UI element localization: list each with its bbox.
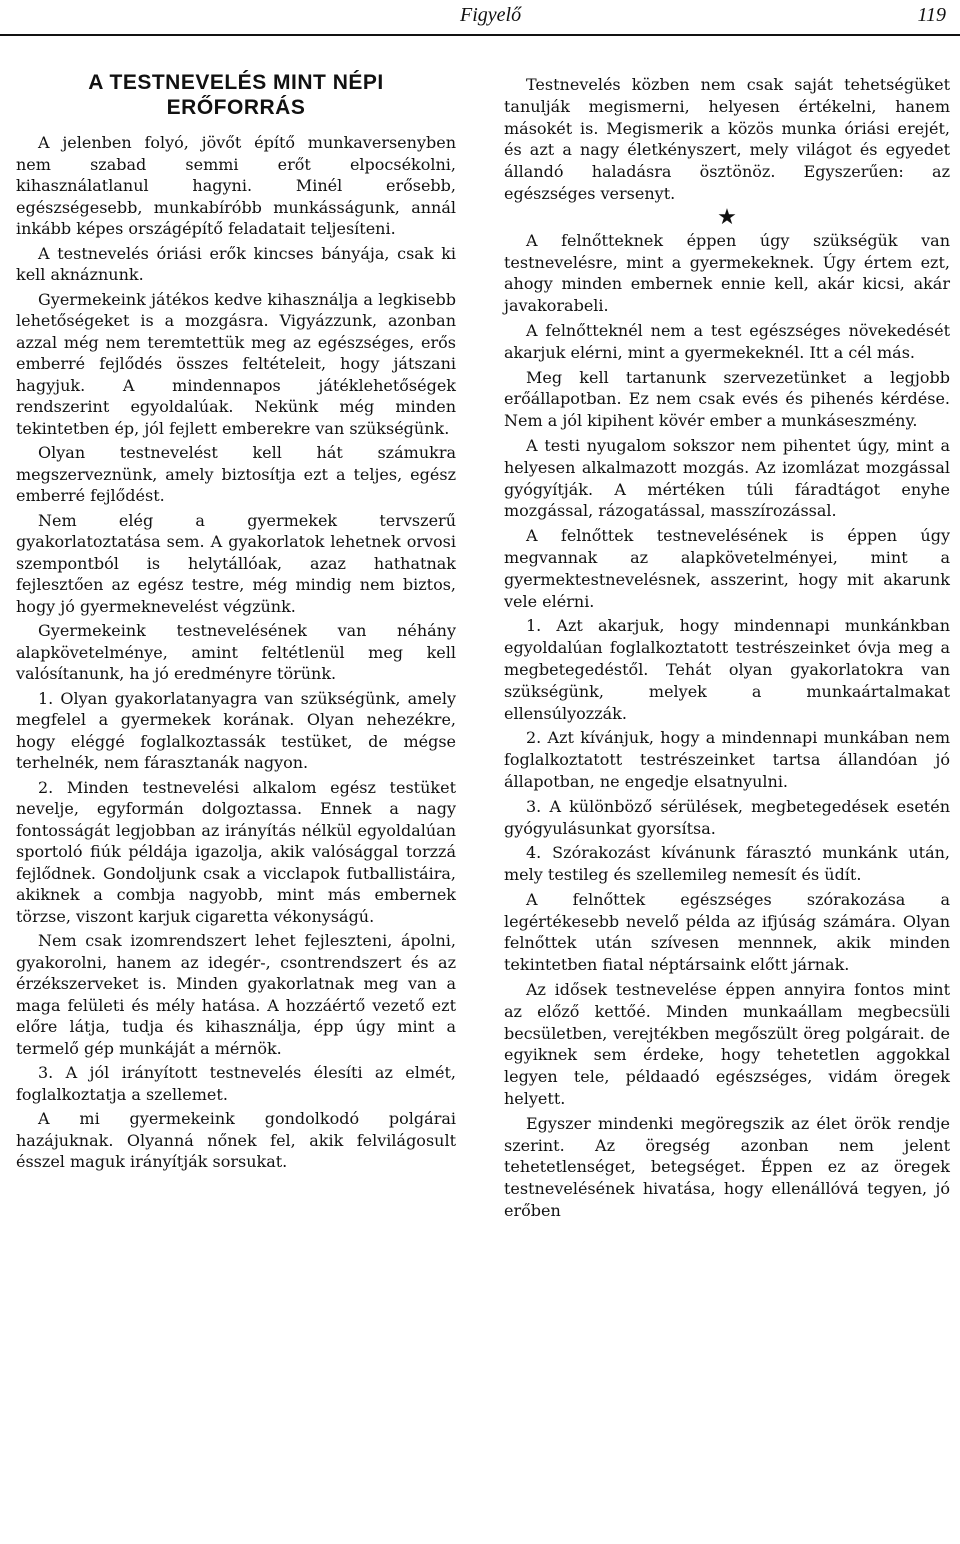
right-column-body-top [504,74,950,205]
paragraph: Nem elég a gyermekek tervszerű gyakorlatoztatása sem. A gyakorlatok lehetnek orvosi szempontból is helytállóak, azaz hathatnak fejlesztően az egész testre, még mindig nem biztos, hogy jó gyermeknevelést végzünk. [16,510,456,616]
article-title [16,70,456,120]
paragraph: Az idősek testnevelése éppen annyira fontos mint az előző kettőé. Minden munkaállam megbecsüli becsületben, verejtékben megőszült öreg polgárait. de egyiknek sem érdeke, hogy tehetetlen aggokkal legyen tele, példaadó egészséges, vidám öregek helyett. [504,980,950,1109]
paragraph: A mi gyermekeink gondolkodó polgárai hazájuknak. Olyanná nőnek fel, akik felvilágosult ésszel maguk irányítják sorsukat. [16,1109,456,1171]
star-separator-icon: ★ [717,204,737,230]
paragraph: Egyszer mindenki megöregszik az élet örök rendje szerint. Az öregség azonban nem jelent tehetetlenséget, betegséget. Éppen ez az öregek testnevelésének hivatása, hogy ellenállóvá tegyen, jó erőben [504,1113,950,1221]
article-title-line: A TESTNEVELÉS MINT NÉPI [88,71,384,94]
paragraph: A jelenben folyó, jövőt építő munkaversenyben nem szabad semmi erőt elpocsékolni, kihasználatlanul hagyni. Minél erősebb, egészségesebb, munkabíróbb munkásságunk, annál inkább képes országépítő feladatait teljesíteni. [16,133,456,238]
paragraph: A felnőttek egészséges szórakozása a legértékesebb nevelő példa az ifjúság számára. Olyan felnőttek után szívesen mennnek, akik minden tekintetben fiatal néptársaink előtt járnak. [504,889,950,975]
paragraph: 1. Azt akarjuk, hogy mindennapi munkánkban egyoldalúan foglalkoztatott testrészeinket óvja meg a megbetegedéstől. Tehát olyan gyakorlatokra van szükségünk, melyek a munkaártalmakat ellensúlyozzák. [504,616,950,723]
paragraph: 1. Olyan gyakorlatanyagra van szükségünk, amely megfelel a gyermekek korának. Olyan nehezékre, hogy eléggé foglalkoztassák testüket, de mégse terhelnék, nem fárasztanák nagyon. [16,688,456,772]
paragraph: Gyermekeink játékos kedve kihasználja a legkisebb lehetőségeket is a mozgásra. Vigyázzunk, azonban azzal még nem teremtettük meg az egészséges, erős emberré fejlődés összes feltételeit, hogy játszani hagyjuk. A mindennapos játéklehetőségek rendszerint egyoldalúak. Nekünk még minden tekintetben ép, jól fejlett emberekre van szükségünk. [16,289,456,438]
paragraph: 2. Minden testnevelési alkalom egész testüket nevelje, egyformán dolgoztassa. Ennek a nagy fontosságát legjobban az irányítás nélkül egyoldalúan sportoló fiúk példája igazolja, akik valósággal torzzá fejlődnek. Gondoljunk csak a vicclapok futballistáira, akiknek a combja nagyobb, mint más embernek törzse, viszont karjuk cigaretta vékonyságú. [16,777,456,926]
left-column [16,70,456,1176]
paragraph: Meg kell tartanunk szervezetünket a legjobb erőállapotban. Ez nem csak evés és pihenés kérdése. Nem a jól kipihent kövér ember a munkáseszmény. [504,367,950,431]
page-header [0,0,960,36]
paragraph: 2. Azt kívánjuk, hogy a mindennapi munkában nem foglalkoztatott testrészeinket tartsa állandóan jó állapotban, ne engedje elsatnyulni. [504,728,950,791]
right-column [504,74,950,1225]
paragraph: A felnőttek testnevelésének is éppen úgy megvannak az alapkövetelményei, mint a gyermektestnevelésnek, asszerint, hogy mit akarunk vele elérni. [504,526,950,611]
paragraph: Testnevelés közben nem csak saját tehetségüket tanulják megismerni, helyesen értékelni, hanem másokét is. Megismerik a közös munka óriási erejét, és azt a nagy életkényszert, mely világot és egyedet állandó haladásra ösztönöz. Egyszerűen: az egészséges versenyt. [504,75,950,203]
paragraph: A testi nyugalom sokszor nem pihentet úgy, mint a helyesen alkalmazott mozgás. Az izomlázat mozgással gyógyítják. A mértéken túli fáradtágot enyhe mozgással, rázogatással, masszírozással. [504,435,950,521]
paragraph: 3. A különböző sérülések, megbetegedések esetén gyógyulásunkat gyorsítsa. [504,796,950,838]
paragraph: A felnőtteknél nem a test egészséges növekedését akarjuk elérni, mint a gyermekeknél. Itt a cél más. [504,320,950,362]
paragraph: 4. Szórakozást kívánunk fárasztó munkánk után, mely testileg és szellemileg nemesít és üdít. [504,843,950,885]
running-title: Figyelő [460,4,522,26]
paragraph: Olyan testnevelést kell hát számukra megszerveznünk, amely biztosítja ezt a teljes, egész emberré fejlődést. [16,443,456,505]
paragraph: Nem csak izomrendszert lehet fejleszteni, ápolni, gyakorolni, hanem az idegér-, csontrendszert és az érzékszerveket is. Minden gyakorlatnak meg van a maga felületi és mély hatása. A hozzáértő vezető ezt előre látja, tudja és kihasználja, épp úgy mint a termelő gép munkáját a mérnök. [16,931,456,1058]
paragraph: Gyermekeink testnevelésének van néhány alapkövetelménye, amint feltétlenül meg kell valósítanunk, ha jó eredményre törünk. [16,621,456,683]
right-column-body-bottom [504,230,950,1222]
page-number: 119 [917,4,946,26]
left-column-body [16,132,456,1173]
paragraph: 3. A jól irányított testnevelés élesíti az elmét, foglalkoztatja a szellemet. [16,1063,456,1104]
paragraph: A testnevelés óriási erők kincses bányája, csak ki kell aknáznunk. [16,243,456,284]
article-title-line: ERŐFORRÁS [166,96,306,119]
paragraph: A felnőtteknek éppen úgy szükségük van testnevelésre, mint a gyermekeknek. Úgy értem ezt, ahogy minden embernek ennie kell, akár kicsi, akár javakorabeli. [504,230,950,316]
